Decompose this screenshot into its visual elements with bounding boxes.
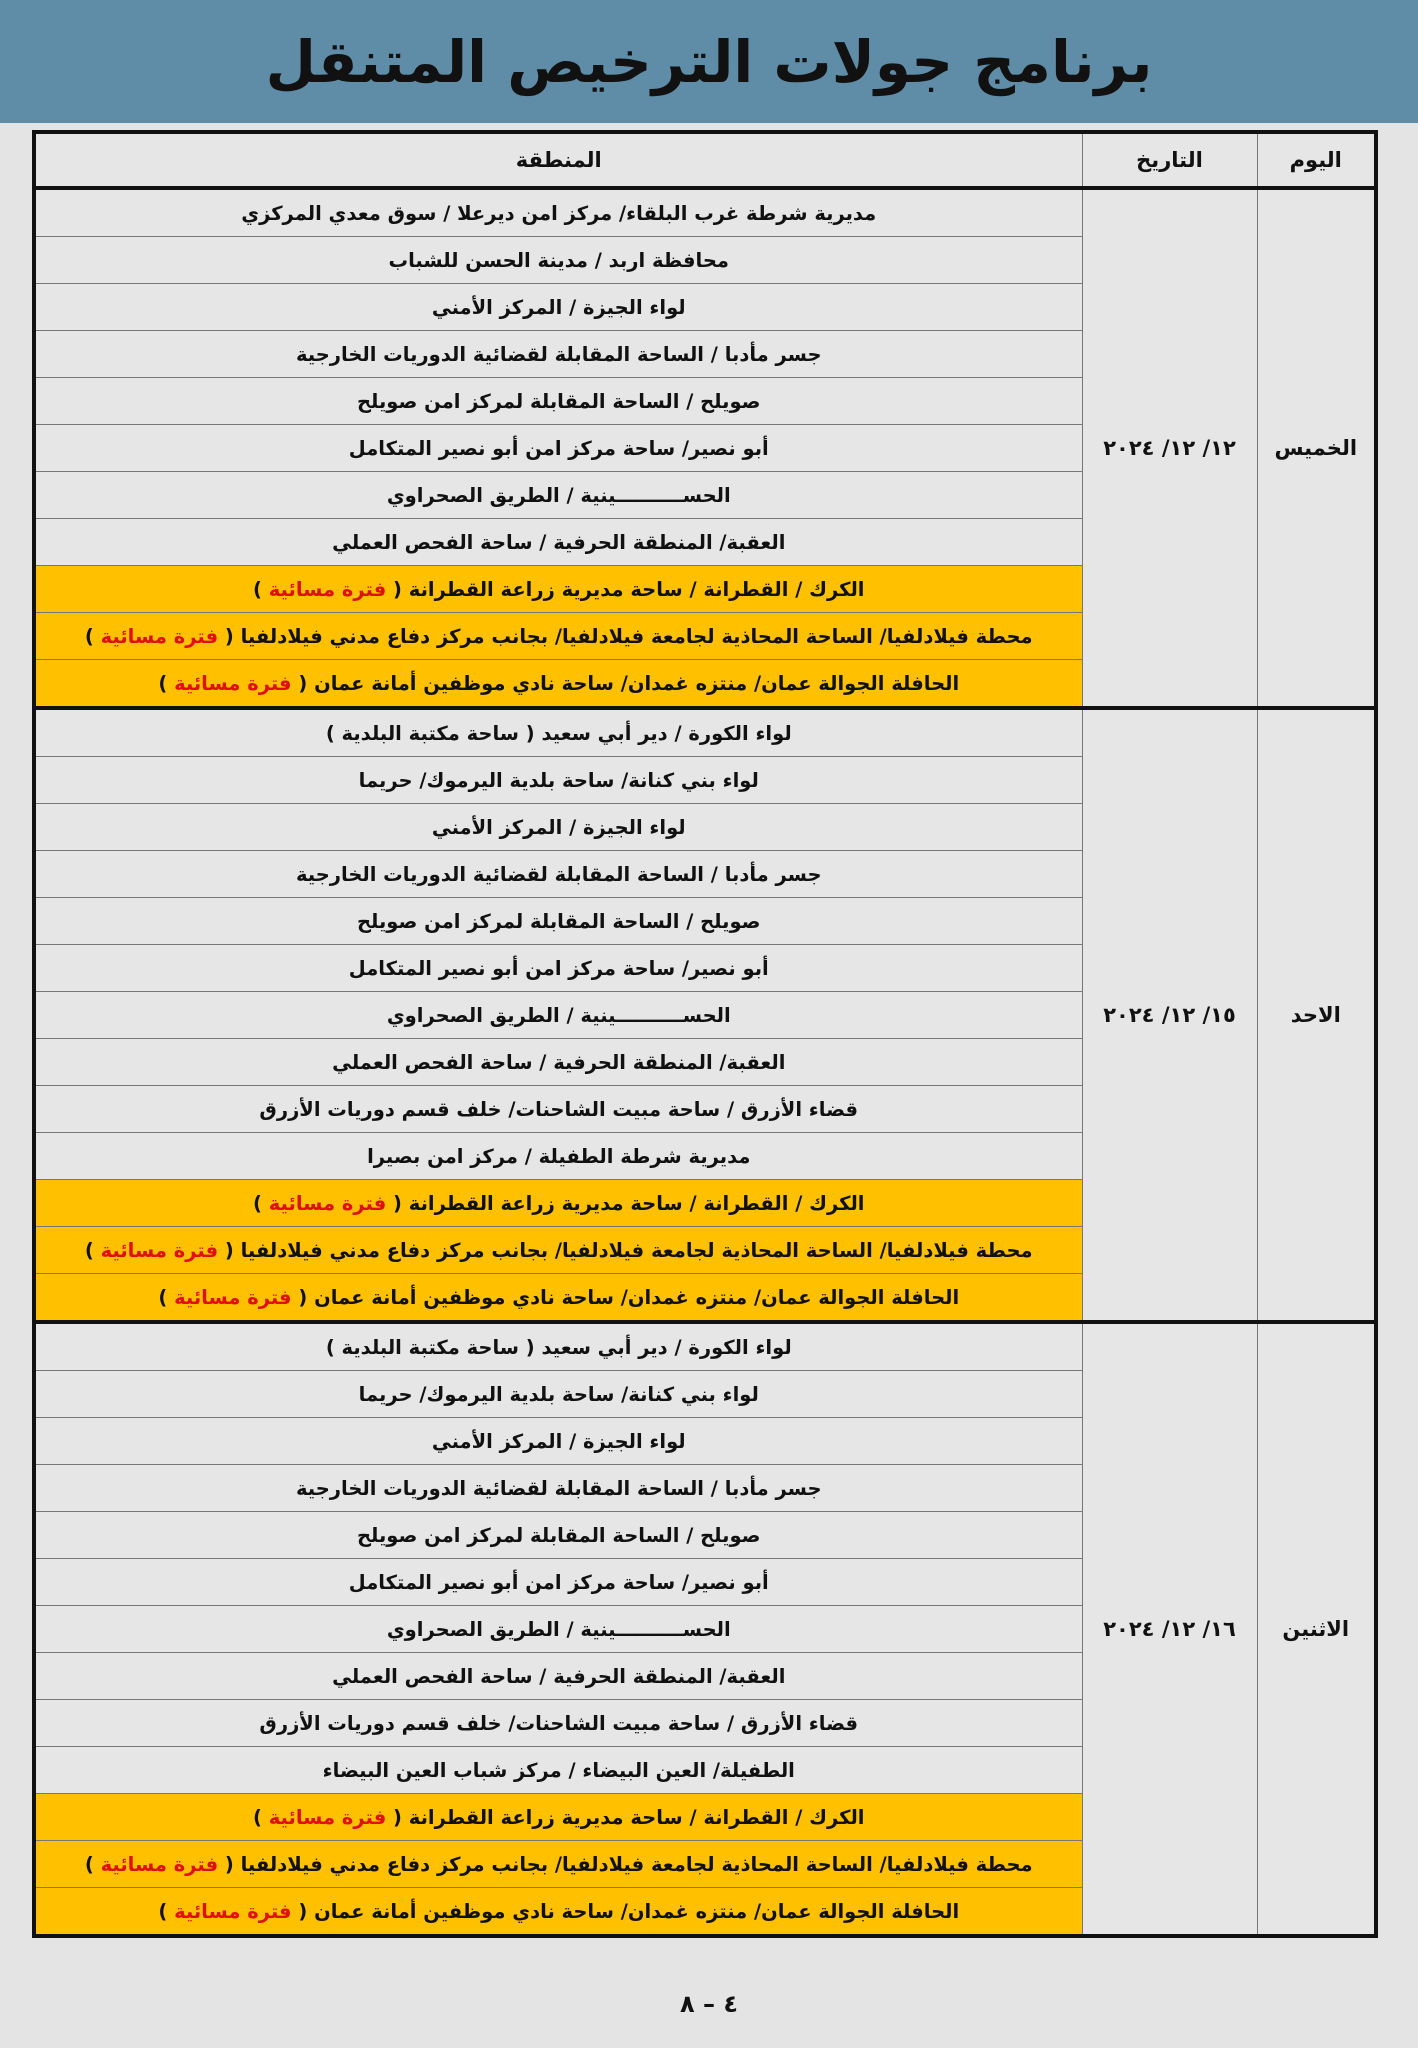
closing-bracket: ) (84, 1238, 94, 1262)
schedule-table (32, 130, 1378, 1938)
region-cell-evening (34, 1227, 1082, 1274)
region-cell (34, 331, 1082, 378)
evening-period-note: فترة مسائية (268, 1805, 387, 1829)
date-cell: ١٥/ ١٢/ ٢٠٢٤ (1082, 708, 1257, 1322)
region-cell-evening (34, 1180, 1082, 1227)
region-text: العقبة/ المنطقة الحرفية / ساحة الفحص العملي (332, 1664, 786, 1688)
region-cell (34, 519, 1082, 566)
region-text: جسر مأدبا / الساحة المقابلة لقضائية الدوريات الخارجية (295, 342, 822, 366)
date-cell: ١٢/ ١٢/ ٢٠٢٤ (1082, 188, 1257, 708)
region-text: قضاء الأزرق / ساحة مبيت الشاحنات/ خلف قسم دوريات الأزرق (259, 1711, 859, 1735)
region-text: مديرية شرطة الطفيلة / مركز امن بصيرا (367, 1144, 751, 1168)
closing-bracket: ) (158, 1285, 168, 1309)
closing-bracket: ) (253, 1191, 262, 1215)
region-cell (34, 1512, 1082, 1559)
table-row (34, 708, 1376, 757)
region-cell-evening (34, 1841, 1082, 1888)
day-cell: الخميس (1257, 188, 1376, 708)
closing-bracket: ) (253, 577, 262, 601)
region-cell (34, 851, 1082, 898)
region-cell (34, 425, 1082, 472)
region-cell (34, 1559, 1082, 1606)
region-text: محطة فيلادلفيا/ الساحة المحاذية لجامعة فيلادلفيا/ بجانب مركز دفاع مدني فيلادلفيا ( (224, 1852, 1033, 1876)
schedule-body (34, 188, 1376, 1936)
region-cell (34, 237, 1082, 284)
evening-period-note: فترة مسائية (174, 671, 292, 695)
evening-period-note: فترة مسائية (268, 1191, 387, 1215)
closing-bracket: ) (158, 1899, 168, 1923)
region-cell (34, 1747, 1082, 1794)
region-text: محافظة اربد / مدينة الحسن للشباب (388, 248, 729, 272)
region-cell (34, 378, 1082, 425)
region-text: لواء الكورة / دير أبي سعيد ( ساحة مكتبة البلدية ) (325, 721, 792, 745)
region-text: الحافلة الجوالة عمان/ منتزه غمدان/ ساحة نادي موظفين أمانة عمان ( (298, 671, 960, 695)
evening-period-note: فترة مسائية (174, 1285, 292, 1309)
closing-bracket: ) (158, 671, 168, 695)
region-text: الكرك / القطرانة / ساحة مديرية زراعة القطرانة ( (393, 1805, 865, 1829)
region-text: العقبة/ المنطقة الحرفية / ساحة الفحص العملي (332, 530, 786, 554)
closing-bracket: ) (84, 1852, 94, 1876)
region-text: محطة فيلادلفيا/ الساحة المحاذية لجامعة فيلادلفيا/ بجانب مركز دفاع مدني فيلادلفيا ( (224, 1238, 1033, 1262)
region-text: جسر مأدبا / الساحة المقابلة لقضائية الدوريات الخارجية (295, 862, 822, 886)
region-cell (34, 1700, 1082, 1747)
page-number: ٤ – ٨ (679, 1990, 739, 2018)
evening-period-note: فترة مسائية (268, 577, 387, 601)
region-cell (34, 757, 1082, 804)
region-text: الحافلة الجوالة عمان/ منتزه غمدان/ ساحة نادي موظفين أمانة عمان ( (298, 1899, 960, 1923)
region-cell (34, 1039, 1082, 1086)
region-text: الحســــــــــينية / الطريق الصحراوي (386, 483, 731, 507)
date-cell: ١٦/ ١٢/ ٢٠٢٤ (1082, 1322, 1257, 1936)
region-text: لواء الجيزة / المركز الأمني (431, 1429, 686, 1453)
region-text: مديرية شرطة غرب البلقاء/ مركز امن ديرعلا / سوق معدي المركزي (241, 201, 877, 225)
table-header-row (34, 132, 1376, 188)
region-cell (34, 188, 1082, 237)
region-text: أبو نصير/ ساحة مركز امن أبو نصير المتكامل (348, 1570, 769, 1594)
region-cell (34, 284, 1082, 331)
region-text: لواء الجيزة / المركز الأمني (431, 295, 686, 319)
region-text: صويلح / الساحة المقابلة لمركز امن صويلح (356, 389, 761, 413)
region-cell (34, 1418, 1082, 1465)
header-date: التاريخ (1082, 132, 1257, 188)
schedule-table-wrapper (32, 130, 1378, 1938)
region-cell (34, 945, 1082, 992)
region-cell-evening (34, 613, 1082, 660)
region-text: لواء بني كنانة/ ساحة بلدية اليرموك/ حريما (358, 1382, 759, 1406)
table-row (34, 188, 1376, 237)
page-title: برنامج جولات الترخيص المتنقل (265, 27, 1153, 96)
region-text: الطفيلة/ العين البيضاء / مركز شباب العين البيضاء (322, 1758, 795, 1782)
evening-period-note: فترة مسائية (100, 1238, 219, 1262)
day-cell: الاحد (1257, 708, 1376, 1322)
region-text: صويلح / الساحة المقابلة لمركز امن صويلح (356, 909, 761, 933)
region-cell (34, 1322, 1082, 1371)
region-text: جسر مأدبا / الساحة المقابلة لقضائية الدوريات الخارجية (295, 1476, 822, 1500)
day-cell: الاثنين (1257, 1322, 1376, 1936)
region-text: صويلح / الساحة المقابلة لمركز امن صويلح (356, 1523, 761, 1547)
region-text: لواء الكورة / دير أبي سعيد ( ساحة مكتبة البلدية ) (325, 1335, 792, 1359)
region-cell-evening (34, 566, 1082, 613)
region-text: الحســــــــــينية / الطريق الصحراوي (386, 1617, 731, 1641)
region-cell (34, 1606, 1082, 1653)
region-text: الحســــــــــينية / الطريق الصحراوي (386, 1003, 731, 1027)
region-cell (34, 804, 1082, 851)
region-cell-evening (34, 1794, 1082, 1841)
region-text: أبو نصير/ ساحة مركز امن أبو نصير المتكامل (348, 436, 769, 460)
evening-period-note: فترة مسائية (100, 624, 219, 648)
closing-bracket: ) (253, 1805, 262, 1829)
evening-period-note: فترة مسائية (100, 1852, 219, 1876)
region-cell (34, 992, 1082, 1039)
region-cell-evening (34, 1888, 1082, 1937)
region-text: محطة فيلادلفيا/ الساحة المحاذية لجامعة فيلادلفيا/ بجانب مركز دفاع مدني فيلادلفيا ( (224, 624, 1033, 648)
region-text: الكرك / القطرانة / ساحة مديرية زراعة القطرانة ( (393, 577, 865, 601)
region-cell-evening (34, 660, 1082, 709)
region-cell (34, 1086, 1082, 1133)
region-cell-evening (34, 1274, 1082, 1323)
title-banner (0, 0, 1418, 123)
region-cell (34, 1653, 1082, 1700)
region-cell (34, 472, 1082, 519)
table-row (34, 1322, 1376, 1371)
region-text: الكرك / القطرانة / ساحة مديرية زراعة القطرانة ( (393, 1191, 865, 1215)
closing-bracket: ) (84, 624, 94, 648)
region-cell (34, 1465, 1082, 1512)
region-cell (34, 898, 1082, 945)
region-cell (34, 1371, 1082, 1418)
region-text: أبو نصير/ ساحة مركز امن أبو نصير المتكامل (348, 956, 769, 980)
evening-period-note: فترة مسائية (174, 1899, 292, 1923)
region-cell (34, 1133, 1082, 1180)
region-text: العقبة/ المنطقة الحرفية / ساحة الفحص العملي (332, 1050, 786, 1074)
region-text: قضاء الأزرق / ساحة مبيت الشاحنات/ خلف قسم دوريات الأزرق (259, 1097, 859, 1121)
region-text: لواء الجيزة / المركز الأمني (431, 815, 686, 839)
region-text: لواء بني كنانة/ ساحة بلدية اليرموك/ حريما (358, 768, 759, 792)
region-text: الحافلة الجوالة عمان/ منتزه غمدان/ ساحة نادي موظفين أمانة عمان ( (298, 1285, 960, 1309)
region-cell (34, 708, 1082, 757)
header-day: اليوم (1257, 132, 1376, 188)
header-region: المنطقة (34, 132, 1082, 188)
